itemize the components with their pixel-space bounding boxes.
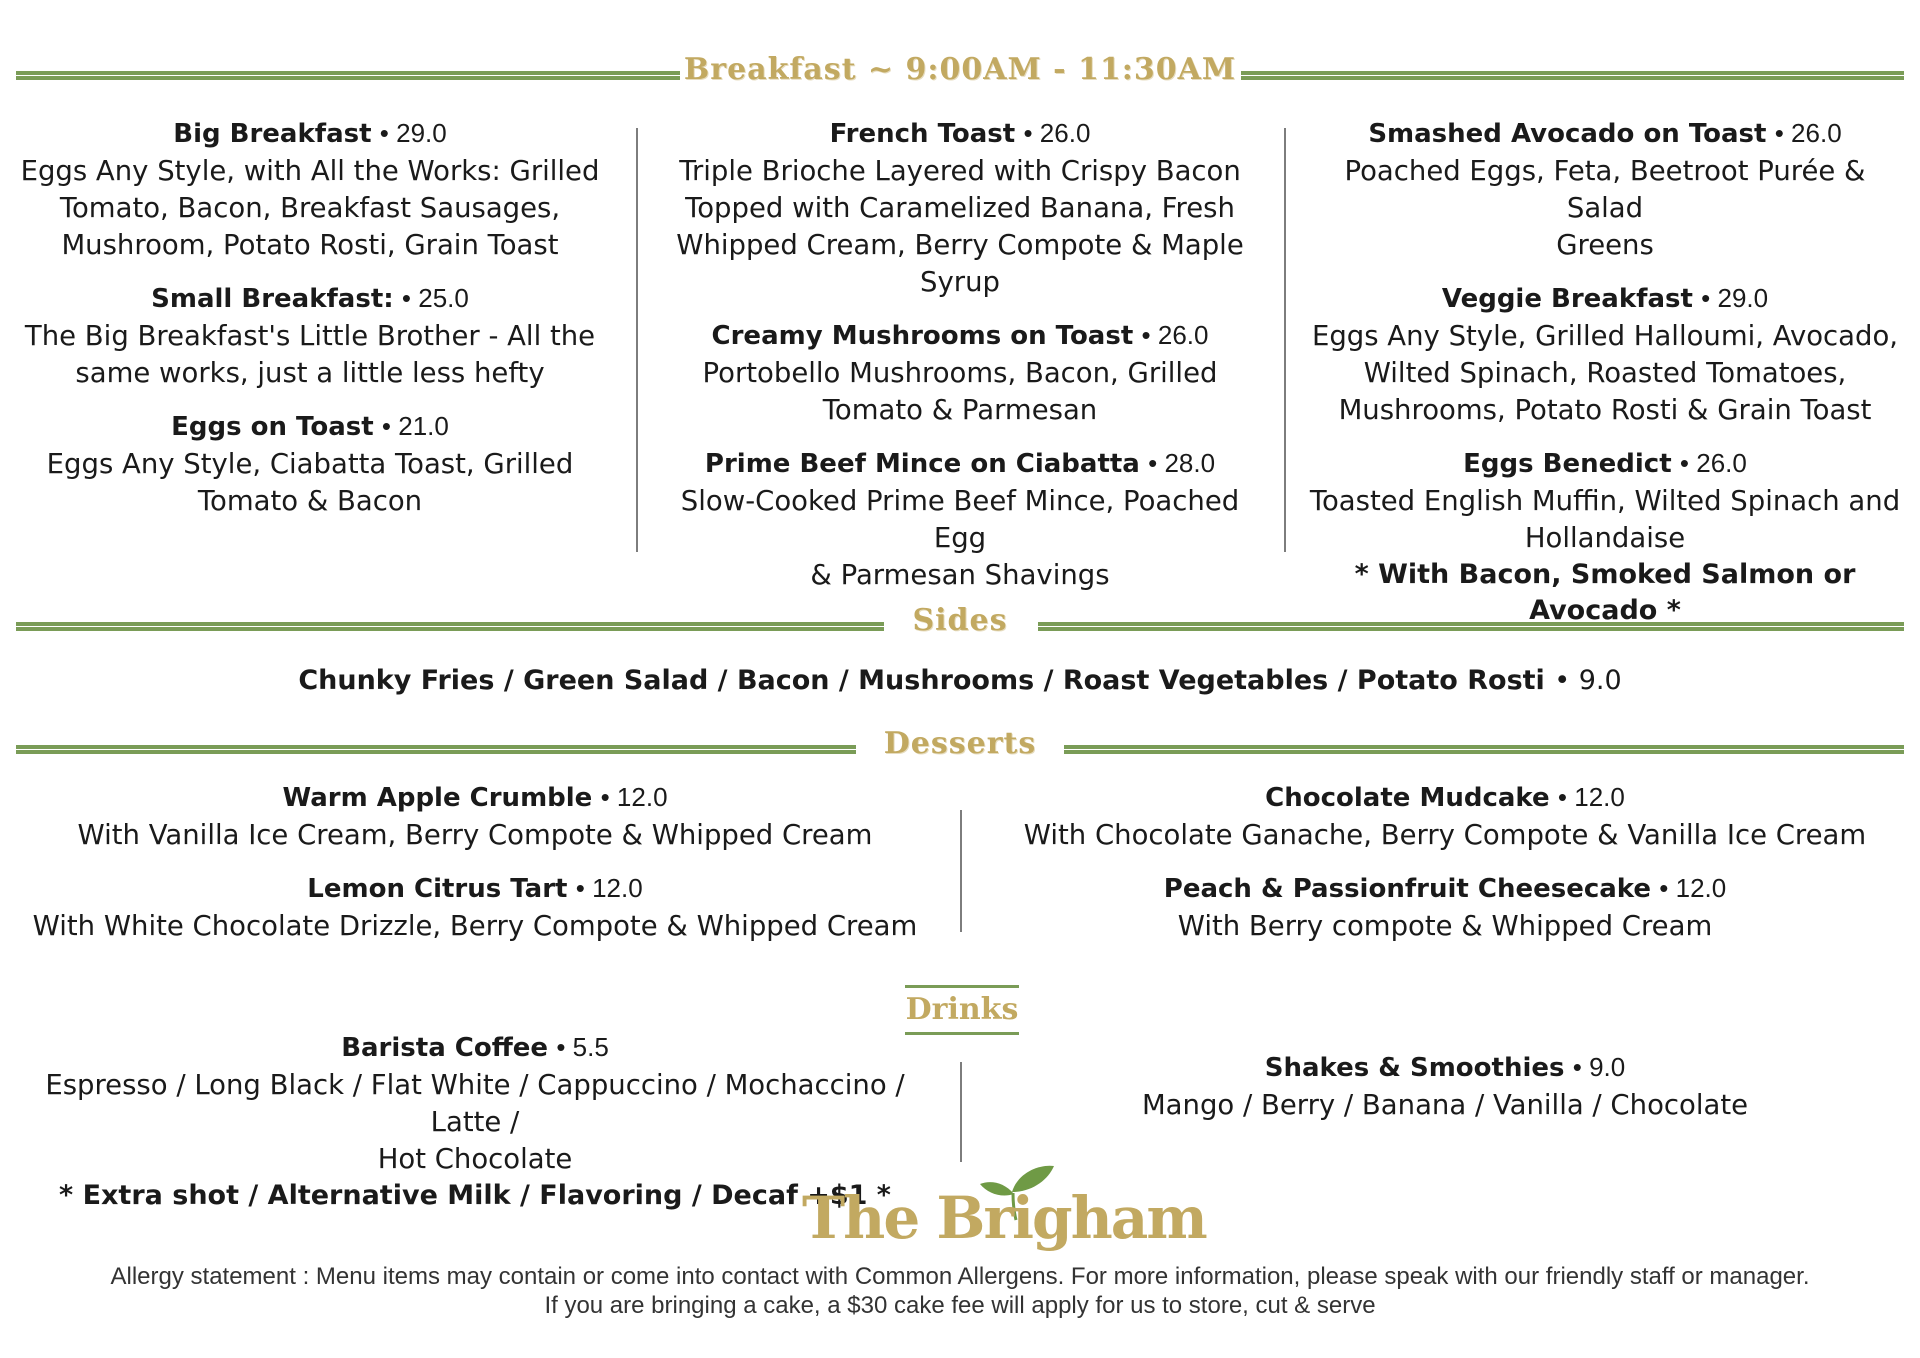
menu-item <box>20 280 600 392</box>
sides-price: • 9.0 <box>1554 665 1622 696</box>
item-title: Veggie Breakfast <box>1441 284 1693 314</box>
item-description: With White Chocolate Drizzle, Berry Compote & Whipped Cream <box>32 910 918 942</box>
item-name <box>990 1049 1900 1087</box>
item-price: • 26.0 <box>1774 118 1842 148</box>
item-price: • 26.0 <box>1141 320 1209 350</box>
breakfast-col-3 <box>1305 115 1905 645</box>
item-price: • 28.0 <box>1148 448 1216 478</box>
sides-header <box>16 603 1904 639</box>
item-price: • 12.0 <box>600 782 668 812</box>
desserts-title: Desserts <box>883 726 1037 761</box>
item-price: • 25.0 <box>401 283 469 313</box>
item-description: Hollandaise <box>1524 522 1686 554</box>
desserts-right <box>990 779 1900 961</box>
menu-item <box>990 1049 1900 1124</box>
item-description: Mushrooms, Potato Rosti & Grain Toast <box>1338 394 1872 426</box>
menu-item <box>660 445 1260 594</box>
item-name <box>20 779 930 817</box>
item-description: Mushroom, Potato Rosti, Grain Toast <box>61 229 559 261</box>
item-price: • 12.0 <box>575 873 643 903</box>
item-name <box>20 115 600 153</box>
menu-item <box>1305 280 1905 429</box>
breakfast-header <box>16 52 1904 88</box>
item-price: • 5.5 <box>556 1032 609 1062</box>
item-description: Eggs Any Style, Ciabatta Toast, Grilled <box>46 448 574 480</box>
item-title: Big Breakfast <box>173 119 372 149</box>
item-title: Warm Apple Crumble <box>282 783 593 813</box>
breakfast-divider-2 <box>1284 128 1286 552</box>
item-name <box>20 280 600 318</box>
menu-item <box>1305 115 1905 264</box>
item-name <box>990 779 1900 817</box>
menu-item <box>660 317 1260 429</box>
item-name <box>660 317 1260 355</box>
item-title: Shakes & Smoothies <box>1264 1053 1565 1083</box>
item-description: Eggs Any Style, with All the Works: Grilled <box>20 155 600 187</box>
item-description: Slow-Cooked Prime Beef Mince, Poached Egg <box>680 485 1240 554</box>
breakfast-col-1 <box>20 115 600 536</box>
menu-item <box>20 1029 930 1214</box>
item-description: Eggs Any Style, Grilled Halloumi, Avocado, <box>1311 320 1899 352</box>
item-name <box>1305 115 1905 153</box>
item-title: Eggs on Toast <box>171 412 374 442</box>
desserts-left <box>20 779 930 961</box>
item-price: • 9.0 <box>1572 1052 1626 1082</box>
item-title: Small Breakfast: <box>151 284 394 314</box>
item-description: Portobello Mushrooms, Bacon, Grilled <box>702 357 1218 389</box>
breakfast-col-2 <box>660 115 1260 610</box>
item-description: Mango / Berry / Banana / Vanilla / Chocolate <box>1141 1089 1749 1121</box>
item-name <box>20 1029 930 1067</box>
item-price: • 12.0 <box>1659 873 1727 903</box>
menu-item <box>20 870 930 945</box>
item-description: same works, just a little less hefty <box>75 357 545 389</box>
sides-title: Sides <box>912 603 1008 638</box>
brand-logo <box>800 1164 1206 1256</box>
item-description: Poached Eggs, Feta, Beetroot Purée & Salad <box>1344 155 1866 224</box>
item-description: With Berry compote & Whipped Cream <box>1177 910 1713 942</box>
item-description: With Chocolate Ganache, Berry Compote & Vanilla Ice Cream <box>1023 819 1867 851</box>
item-price: • 26.0 <box>1023 118 1091 148</box>
item-price: • 26.0 <box>1679 448 1747 478</box>
drinks-title: Drinks <box>905 985 1019 1035</box>
item-description: Tomato & Parmesan <box>822 394 1098 426</box>
logo-text: The Brigham <box>802 1184 1206 1252</box>
item-name <box>1305 445 1905 483</box>
menu-item <box>660 115 1260 301</box>
item-description: Hot Chocolate <box>377 1143 573 1175</box>
item-description: Tomato & Bacon <box>197 485 423 517</box>
item-name <box>1305 280 1905 318</box>
item-title: Chocolate Mudcake <box>1265 783 1550 813</box>
item-name <box>20 870 930 908</box>
item-price: • 21.0 <box>381 411 449 441</box>
item-title: Smashed Avocado on Toast <box>1368 119 1767 149</box>
menu-item <box>20 115 600 264</box>
item-name <box>660 445 1260 483</box>
item-title: Lemon Citrus Tart <box>307 874 568 904</box>
menu-item <box>20 779 930 854</box>
item-price: • 29.0 <box>379 118 447 148</box>
cake-fee-line: If you are bringing a cake, a $30 cake fee will apply for us to store, cut & serve <box>544 1292 1376 1319</box>
item-name <box>990 870 1900 908</box>
item-description: Wilted Spinach, Roasted Tomatoes, <box>1363 357 1847 389</box>
item-description: Espresso / Long Black / Flat White / Cappuccino / Mochaccino / Latte / <box>45 1069 905 1138</box>
item-description: Tomato, Bacon, Breakfast Sausages, <box>59 192 561 224</box>
item-title: Prime Beef Mince on Ciabatta <box>704 449 1140 479</box>
breakfast-title: Breakfast ~ 9:00AM - 11:30AM <box>683 52 1237 87</box>
coffee-extras: * Extra shot / Alternative Milk / Flavoring / Decaf +$1 * <box>59 1180 891 1211</box>
menu-item <box>20 408 600 520</box>
item-description: The Big Breakfast's Little Brother - All the <box>24 320 596 352</box>
drinks-right <box>990 1049 1900 1140</box>
item-description: Whipped Cream, Berry Compote & Maple <box>676 229 1244 261</box>
drinks-divider <box>960 1062 962 1162</box>
item-description: & Parmesan Shavings <box>810 559 1110 591</box>
menu-item <box>1305 445 1905 629</box>
sides-list <box>0 665 1920 696</box>
sides-items: Chunky Fries / Green Salad / Bacon / Mushrooms / Roast Vegetables / Potato Rosti <box>298 665 1545 696</box>
menu-item <box>990 870 1900 945</box>
item-name <box>20 408 600 446</box>
item-description: With Vanilla Ice Cream, Berry Compote & Whipped Cream <box>77 819 873 851</box>
item-title: French Toast <box>829 119 1016 149</box>
item-description: Toasted English Muffin, Wilted Spinach and <box>1309 485 1901 517</box>
menu-item <box>990 779 1900 854</box>
item-name <box>660 115 1260 153</box>
drinks-left <box>20 1029 930 1230</box>
breakfast-divider-1 <box>636 128 638 552</box>
desserts-header <box>16 726 1904 762</box>
item-title: Peach & Passionfruit Cheesecake <box>1163 874 1652 904</box>
item-title: Barista Coffee <box>341 1033 549 1063</box>
item-description: Greens <box>1556 229 1654 261</box>
item-description: Topped with Caramelized Banana, Fresh <box>685 192 1235 224</box>
item-title: Eggs Benedict <box>1463 449 1672 479</box>
item-price: • 29.0 <box>1701 283 1769 313</box>
benedict-extras: * With Bacon, Smoked Salmon or Avocado * <box>1354 559 1856 626</box>
item-price: • 12.0 <box>1557 782 1625 812</box>
desserts-divider <box>960 810 962 932</box>
allergy-statement <box>0 1262 1920 1320</box>
item-title: Creamy Mushrooms on Toast <box>711 321 1134 351</box>
item-description: Triple Brioche Layered with Crispy Bacon <box>679 155 1241 187</box>
item-description: Syrup <box>920 266 1000 298</box>
allergy-line: Allergy statement : Menu items may contain or come into contact with Common Allergens. For more information, please speak with our friendly staff or manager. <box>110 1263 1810 1290</box>
